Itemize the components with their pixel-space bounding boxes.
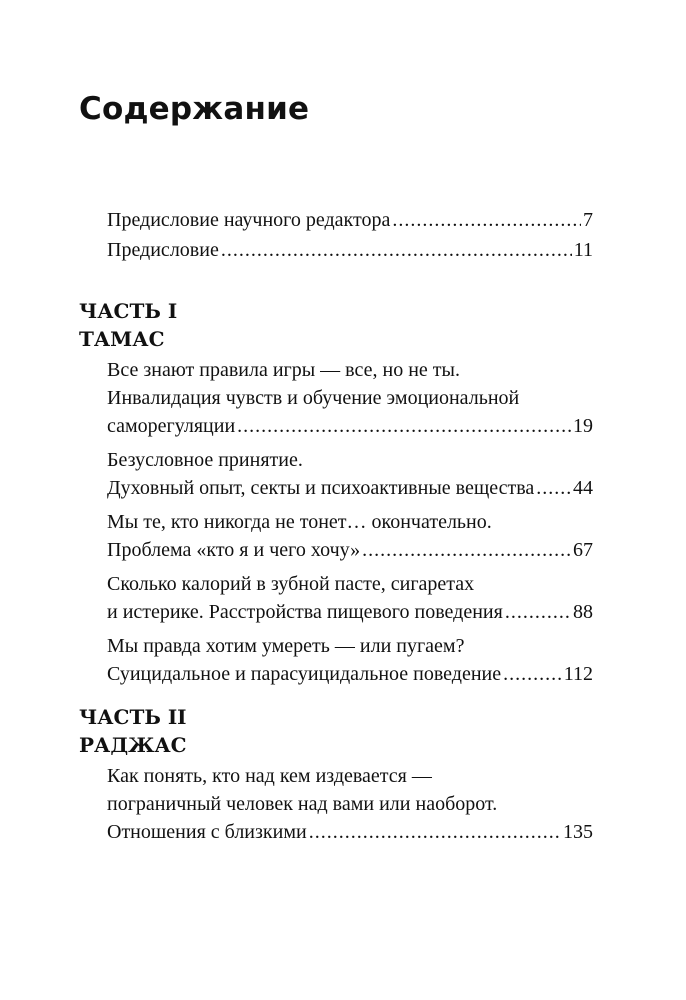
toc-chapter-line: Инвалидация чувств и обучение эмоциональной [107, 387, 520, 409]
dot-leader [362, 536, 571, 564]
toc-entry-page: 67 [573, 539, 593, 561]
part-label: ЧАСТЬ I [79, 299, 178, 323]
toc-chapter-line: Безусловное принятие. [107, 449, 303, 471]
toc-chapter-last-line [107, 818, 593, 846]
toc-entry-page: 44 [573, 477, 593, 499]
toc-chapter-last-line [107, 660, 593, 688]
toc-entry-title: саморегуляции [107, 415, 236, 437]
toc-entry-page: 11 [573, 239, 593, 261]
toc-chapter-line: пограничный человек над вами или наоборот. [107, 793, 498, 815]
toc-chapter-line: Мы правда хотим умереть — или пугаем? [107, 635, 465, 657]
dot-leader [309, 818, 561, 846]
toc-chapter-line: Как понять, кто над кем издевается — [107, 765, 432, 787]
dot-leader [237, 412, 571, 440]
page-title: Содержание [79, 91, 310, 127]
toc-entry-page: 7 [583, 209, 593, 231]
toc-chapter-last-line [107, 474, 593, 502]
part-label: ЧАСТЬ II [79, 705, 187, 729]
toc-entry-title: Предисловие научного редактора [107, 209, 391, 231]
toc-chapter-line: Все знают правила игры — все, но не ты. [107, 359, 460, 381]
toc-chapter-line: Мы те, кто никогда не тонет… окончательно. [107, 511, 492, 533]
dot-leader [392, 206, 581, 234]
dot-leader [221, 236, 572, 264]
dot-leader [503, 660, 562, 688]
toc-chapter-last-line [107, 598, 593, 626]
toc-entry-title: и истерике. Расстройства пищевого поведения [107, 601, 503, 623]
toc-entry-title: Предисловие [107, 239, 219, 261]
toc-entry-page: 135 [563, 821, 593, 843]
toc-chapter-line: Сколько калорий в зубной пасте, сигаретах [107, 573, 475, 595]
toc-entry-title: Отношения с близкими [107, 821, 307, 843]
toc-entry-page: 112 [563, 663, 593, 685]
toc-entry-title: Духовный опыт, секты и психоактивные вещества [107, 477, 535, 499]
toc-entry-title: Проблема «кто я и чего хочу» [107, 539, 361, 561]
dot-leader [505, 598, 571, 626]
dot-leader [536, 474, 571, 502]
toc-entry-title: Суицидальное и парасуицидальное поведение [107, 663, 502, 685]
toc-entry-page: 19 [573, 415, 593, 437]
toc-chapter-last-line [107, 412, 593, 440]
part-name: ТАМАС [79, 327, 165, 351]
toc-entry-page: 88 [573, 601, 593, 623]
toc-chapter-last-line [107, 536, 593, 564]
part-name: РАДЖАС [79, 733, 187, 757]
toc-entry-editor-preface[interactable] [107, 206, 593, 234]
toc-entry-preface[interactable] [107, 236, 593, 264]
